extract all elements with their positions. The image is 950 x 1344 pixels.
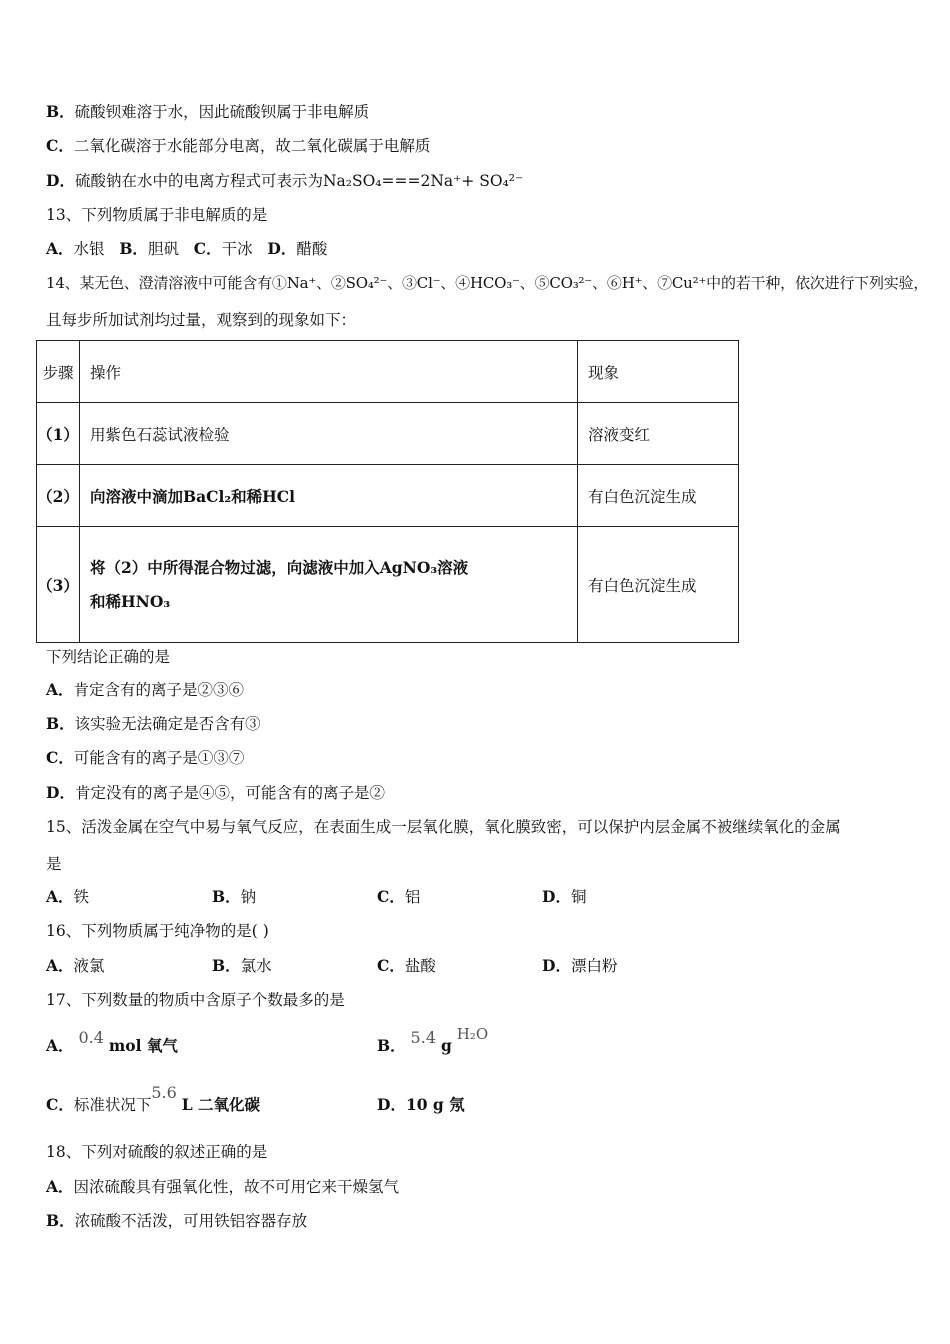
option-letter: D．	[377, 1095, 406, 1114]
row-operation-line1: 将（2）中所得混合物过滤，向滤液中加入AgNO₃溶液	[90, 557, 469, 577]
option-letter: B．	[46, 102, 75, 121]
q17-option-a	[46, 1028, 178, 1056]
q17-option-c	[46, 1083, 261, 1115]
q12-option-b	[46, 102, 369, 122]
row-operation: 向溶液中滴加BaCl₂和稀HCl	[80, 465, 578, 527]
option-letter: C．	[46, 136, 74, 155]
option-letter: A．	[46, 239, 74, 258]
option-b: B．氯水	[212, 956, 272, 975]
q15-stem-line1: 15、活泼金属在空气中易与氧气反应，在表面生成一层氧化膜，氧化膜致密，可以保护内层金属不被继续氧化的金属	[46, 818, 841, 836]
q17-a-unit: mol 氧气	[108, 1036, 178, 1055]
option-d: D．铜	[542, 887, 587, 906]
option-letter: C．	[193, 239, 222, 258]
option-text: 肯定含有的离子是②③⑥	[73, 681, 245, 699]
q17-c-prefix: 标准状况下	[73, 1096, 152, 1114]
header-step: 步骤	[37, 341, 80, 403]
row-step: （3）	[37, 527, 80, 643]
table-row	[37, 465, 739, 527]
q13-options	[46, 239, 327, 259]
option-letter: D．	[46, 171, 75, 190]
header-result: 现象	[578, 341, 739, 403]
row-result: 溶液变红	[578, 403, 739, 465]
q14-conclusion: 下列结论正确的是	[46, 648, 171, 666]
q17-b-unit: g	[440, 1036, 452, 1055]
option-c: C．盐酸	[377, 956, 436, 975]
header-operation: 操作	[80, 341, 578, 403]
option-text: 硫酸钠在水中的电离方程式可表示为Na₂SO₄===2Na⁺+ SO₄²⁻	[74, 172, 524, 190]
option-text: 干冰	[221, 240, 253, 258]
q14-option-a	[46, 680, 244, 700]
option-letter: C．	[46, 748, 74, 767]
row-result: 有白色沉淀生成	[578, 527, 739, 643]
q18-option-b	[46, 1211, 307, 1231]
table-row	[37, 527, 739, 643]
option-letter: A．	[46, 680, 74, 699]
q12-option-d	[46, 171, 523, 191]
option-text: 浓硫酸不活泼，可用铁铝容器存放	[74, 1212, 308, 1230]
q17-option-d	[377, 1095, 465, 1115]
option-text: 胆矾	[147, 240, 179, 258]
option-a: A．液氯	[46, 956, 105, 975]
option-letter: B．	[119, 239, 148, 258]
q17-stem: 17、下列数量的物质中含原子个数最多的是	[46, 991, 345, 1009]
option-letter: C．	[46, 1095, 74, 1114]
q12-option-c	[46, 136, 430, 156]
option-letter: B．	[46, 1211, 75, 1230]
option-text: 因浓硫酸具有强氧化性，故不可用它来干燥氢气	[73, 1178, 400, 1196]
q17-b-number: 5.4	[410, 1028, 436, 1047]
option-b: B．钠	[212, 887, 257, 906]
row-result: 有白色沉淀生成	[578, 465, 739, 527]
q17-b-formula: H₂O	[456, 1025, 489, 1043]
option-text: 该实验无法确定是否含有③	[74, 715, 261, 733]
q14-option-d	[46, 783, 385, 803]
q13-stem: 13、下列物质属于非电解质的是	[46, 206, 268, 224]
q16-stem: 16、下列物质属于纯净物的是( )	[46, 922, 269, 940]
option-text: 水银	[73, 240, 105, 258]
q17-option-b	[377, 1025, 489, 1056]
q17-a-number: 0.4	[78, 1028, 104, 1047]
q14-stem-line1: 14、某无色、澄清溶液中可能含有①Na⁺、②SO₄²⁻、③Cl⁻、④HCO₃⁻、⑤CO₃²⁻、⑥H⁺、⑦Cu²⁺中的若干种，依次进行下列实验，	[46, 274, 929, 292]
q18-stem: 18、下列对硫酸的叙述正确的是	[46, 1143, 268, 1161]
option-text: 10 g 氖	[405, 1095, 465, 1114]
option-letter: B．	[377, 1036, 406, 1055]
option-text: 肯定没有的离子是④⑤，可能含有的离子是②	[74, 784, 385, 802]
option-letter: A．	[46, 1177, 74, 1196]
row-step: （2）	[37, 465, 80, 527]
q14-option-b	[46, 714, 261, 734]
q17-c-number: 5.6	[151, 1083, 177, 1102]
row-operation	[80, 527, 578, 643]
option-a: A．铁	[46, 887, 90, 906]
q18-option-a	[46, 1177, 399, 1197]
option-letter: B．	[46, 714, 75, 733]
option-letter: A．	[46, 1036, 74, 1055]
q14-stem-line2: 且每步所加试剂均过量，观察到的现象如下：	[46, 311, 357, 329]
option-c: C．铝	[377, 887, 421, 906]
q15-stem-line2: 是	[46, 855, 62, 873]
option-text: 硫酸钡难溶于水，因此硫酸钡属于非电解质	[74, 103, 370, 121]
table-row	[37, 403, 739, 465]
option-text: 二氧化碳溶于水能部分电离，故二氧化碳属于电解质	[73, 137, 431, 155]
q17-c-unit: L 二氧化碳	[181, 1095, 261, 1114]
q14-option-c	[46, 748, 244, 768]
experiment-table	[36, 340, 739, 643]
option-text: 可能含有的离子是①③⑦	[73, 749, 245, 767]
table-header-row	[37, 341, 739, 403]
option-text: 醋酸	[296, 240, 328, 258]
q16-options	[46, 956, 846, 976]
option-letter: D．	[46, 783, 75, 802]
q15-options	[46, 887, 846, 907]
row-step: （1）	[37, 403, 80, 465]
row-operation: 用紫色石蕊试液检验	[80, 403, 578, 465]
row-operation-line2: 和稀HNO₃	[90, 591, 171, 611]
option-letter: D．	[267, 239, 297, 258]
option-d: D．漂白粉	[542, 956, 618, 975]
